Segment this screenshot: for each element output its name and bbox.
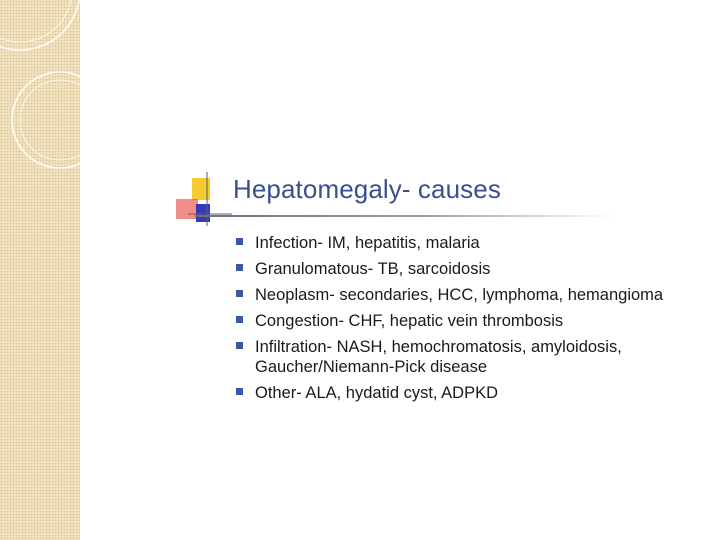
list-item xyxy=(235,285,705,305)
bullet-text: Infiltration- NASH, hemochromatosis, amyloidosis, Gaucher/Niemann-Pick disease xyxy=(255,338,622,376)
list-item xyxy=(235,337,705,377)
bullet-text: Other- ALA, hydatid cyst, ADPKD xyxy=(255,384,499,402)
decorative-sidebar xyxy=(0,0,80,540)
bullet-square-icon xyxy=(236,388,243,395)
list-item xyxy=(235,311,705,331)
bullet-square-icon xyxy=(236,264,243,271)
bullet-square-icon xyxy=(236,290,243,297)
title-accent-squares xyxy=(170,170,240,230)
bullet-text: Neoplasm- secondaries, HCC, lymphoma, hemangioma xyxy=(255,286,664,304)
bullet-text: Infection- IM, hepatitis, malaria xyxy=(255,234,480,252)
sidebar-circles-decoration xyxy=(0,0,80,540)
slide-title: Hepatomegaly- causes xyxy=(233,174,501,204)
bullet-text: Congestion- CHF, hepatic vein thrombosis xyxy=(255,312,564,330)
list-item xyxy=(235,233,705,253)
list-item xyxy=(235,383,705,403)
bullet-list xyxy=(235,233,705,409)
title-underline xyxy=(195,215,615,217)
bullet-square-icon xyxy=(236,238,243,245)
list-item xyxy=(235,259,705,279)
bullet-square-icon xyxy=(236,316,243,323)
bullet-square-icon xyxy=(236,342,243,349)
bullet-text: Granulomatous- TB, sarcoidosis xyxy=(255,260,491,278)
